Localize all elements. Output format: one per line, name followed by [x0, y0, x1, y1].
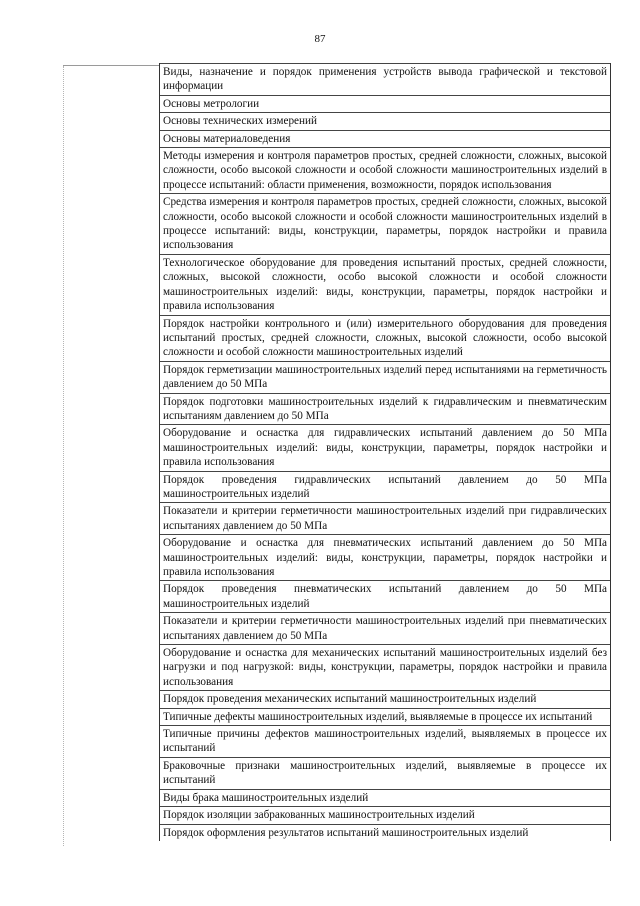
table-row: Порядок настройки контрольного и (или) измерительного оборудования для проведения испытаний простых, средней сложности, сложных, высокой сложности, особо высокой сложности и особой сложности машиностроительных изделий — [160, 316, 610, 362]
left-column-top-rule — [63, 65, 159, 66]
table-row: Порядок герметизации машиностроительных изделий перед испытаниями на герметичность давлением до 50 МПа — [160, 362, 610, 394]
table-row: Оборудование и оснастка для гидравлических испытаний давлением до 50 МПа машиностроительных изделий: виды, конструкции, параметры, порядок настройки и правила использования — [160, 425, 610, 471]
table-row: Технологическое оборудование для проведения испытаний простых, средней сложности, сложных, высокой сложности, особо высокой сложности и особой сложности машиностроительных изделий: виды, конструкции, параметры, порядок настройки и правила использования — [160, 255, 610, 316]
table-row: Показатели и критерии герметичности машиностроительных изделий при пневматических испытаниях давлением до 50 МПа — [160, 613, 610, 645]
table-row: Браковочные признаки машиностроительных изделий, выявляемые в процессе их испытаний — [160, 758, 610, 790]
table-row: Средства измерения и контроля параметров простых, средней сложности, сложных, высокой сложности, особо высокой сложности и особой сложности машиностроительных изделий в процессе испытаний: виды, конструкции, параметры, порядок настройки и правила использования — [160, 194, 610, 255]
table-row: Порядок проведения гидравлических испытаний давлением до 50 МПа машиностроительных изделий — [160, 472, 610, 504]
table-row: Порядок проведения механических испытаний машиностроительных изделий — [160, 691, 610, 708]
left-column-rule — [63, 66, 65, 846]
table-row: Порядок проведения пневматических испытаний давлением до 50 МПа машиностроительных изделий — [160, 581, 610, 613]
table-row: Методы измерения и контроля параметров простых, средней сложности, сложных, высокой сложности, особо высокой сложности и особой сложности машиностроительных изделий в процессе испытаний: области применения, возможности, порядок использования — [160, 148, 610, 194]
table-row: Порядок оформления результатов испытаний машиностроительных изделий — [163, 826, 529, 839]
table-row: Основы технических измерений — [160, 113, 610, 130]
page-number: 87 — [314, 33, 326, 45]
knowledge-table — [159, 63, 611, 841]
table-row: Виды брака машиностроительных изделий — [160, 790, 610, 807]
table-row: Виды, назначение и порядок применения устройств вывода графической и текстовой информации — [160, 63, 610, 96]
table-row: Основы материаловедения — [160, 131, 610, 148]
table-row: Оборудование и оснастка для пневматических испытаний давлением до 50 МПа машиностроительных изделий: виды, конструкции, параметры, порядок настройки и правила использования — [160, 535, 610, 581]
table-row: Типичные дефекты машиностроительных изделий, выявляемые в процессе их испытаний — [160, 709, 610, 726]
table-row: Основы метрологии — [160, 96, 610, 113]
table-row: Порядок подготовки машиностроительных изделий к гидравлическим и пневматическим испытаниям давлением до 50 МПа — [160, 394, 610, 426]
table-row: Типичные причины дефектов машиностроительных изделий, выявляемых в процессе их испытаний — [160, 726, 610, 758]
table-row: Порядок изоляции забракованных машиностроительных изделий — [160, 807, 610, 824]
table-row: Оборудование и оснастка для механических испытаний машиностроительных изделий без нагрузки и под нагрузкой: виды, конструкции, параметры, порядок настройки и правила использования — [160, 645, 610, 691]
table-row: Показатели и критерии герметичности машиностроительных изделий при гидравлических испытаниях давлением до 50 МПа — [160, 503, 610, 535]
